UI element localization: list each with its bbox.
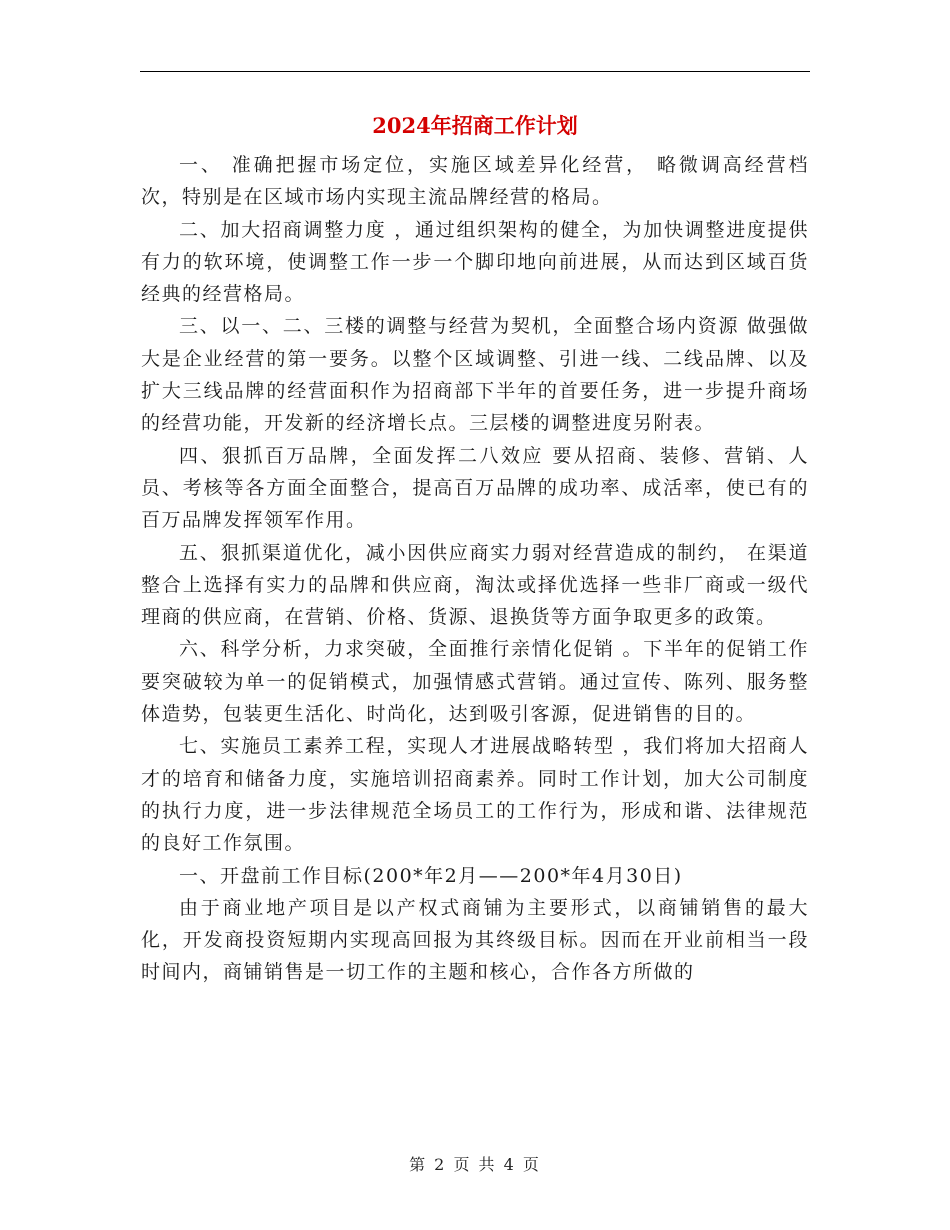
paragraph-3: 三、以一、二、三楼的调整与经营为契机，全面整合场内资源 做强做大是企业经营的第一要务。以整个区域调整、引进一线、二线品牌、以及扩大三线品牌的经营面积作为招商部下半年的首要任务，进一步提升商场的经营功能，开发新的经济增长点。三层楼的调整进度另附表。: [141, 315, 809, 435]
paragraph-5: 五、狠抓渠道优化，减小因供应商实力弱对经营造成的制约， 在渠道整合上选择有实力的品牌和供应商，淘汰或择优选择一些非厂商或一级代理商的供应商，在营销、价格、货源、退换货等方面争取更多的政策。: [141, 541, 809, 629]
document-body: [141, 149, 809, 989]
paragraph-8: 一、开盘前工作目标(200*年2月——200*年4月30日): [179, 864, 683, 887]
paragraph-6: 六、科学分析，力求突破，全面推行亲情化促销 。下半年的促销工作要突破较为单一的促销模式，加强情感式营销。通过宣传、陈列、服务整体造势，包装更生活化、时尚化，达到吸引客源，促进销售的目的。: [141, 638, 809, 726]
paragraph-7: 七、实施员工素养工程，实现人才进展战略转型 ，我们将加大招商人才的培育和储备力度，实施培训招商素养。同时工作计划，加大公司制度的执行力度，进一步法律规范全场员工的工作行为，形成和谐、法律规范的良好工作氛围。: [141, 735, 809, 855]
paragraph-9: 由于商业地产项目是以产权式商铺为主要形式，以商铺销售的最大化，开发商投资短期内实现高回报为其终级目标。因而在开业前相当一段时间内，商铺销售是一切工作的主题和核心，合作各方所做的: [141, 896, 809, 984]
paragraph-4: 四、狠抓百万品牌，全面发挥二八效应 要从招商、装修、营销、人员、考核等各方面全面整合，提高百万品牌的成功率、成活率，使已有的百万品牌发挥领军作用。: [141, 444, 809, 532]
header-rule: [140, 71, 810, 72]
page-number-footer: 第 2 页 共 4 页: [409, 1155, 541, 1174]
paragraph-2: 二、加大招商调整力度 ，通过组织架构的健全，为加快调整进度提供有力的软环境，使调整工作一步一个脚印地向前进展，从而达到区域百货经典的经营格局。: [141, 218, 809, 306]
document-title: 2024年招商工作计划: [372, 113, 578, 138]
paragraph-1: 一、 准确把握市场定位，实施区域差异化经营， 略微调高经营档次，特别是在区域市场内实现主流品牌经营的格局。: [141, 154, 809, 209]
